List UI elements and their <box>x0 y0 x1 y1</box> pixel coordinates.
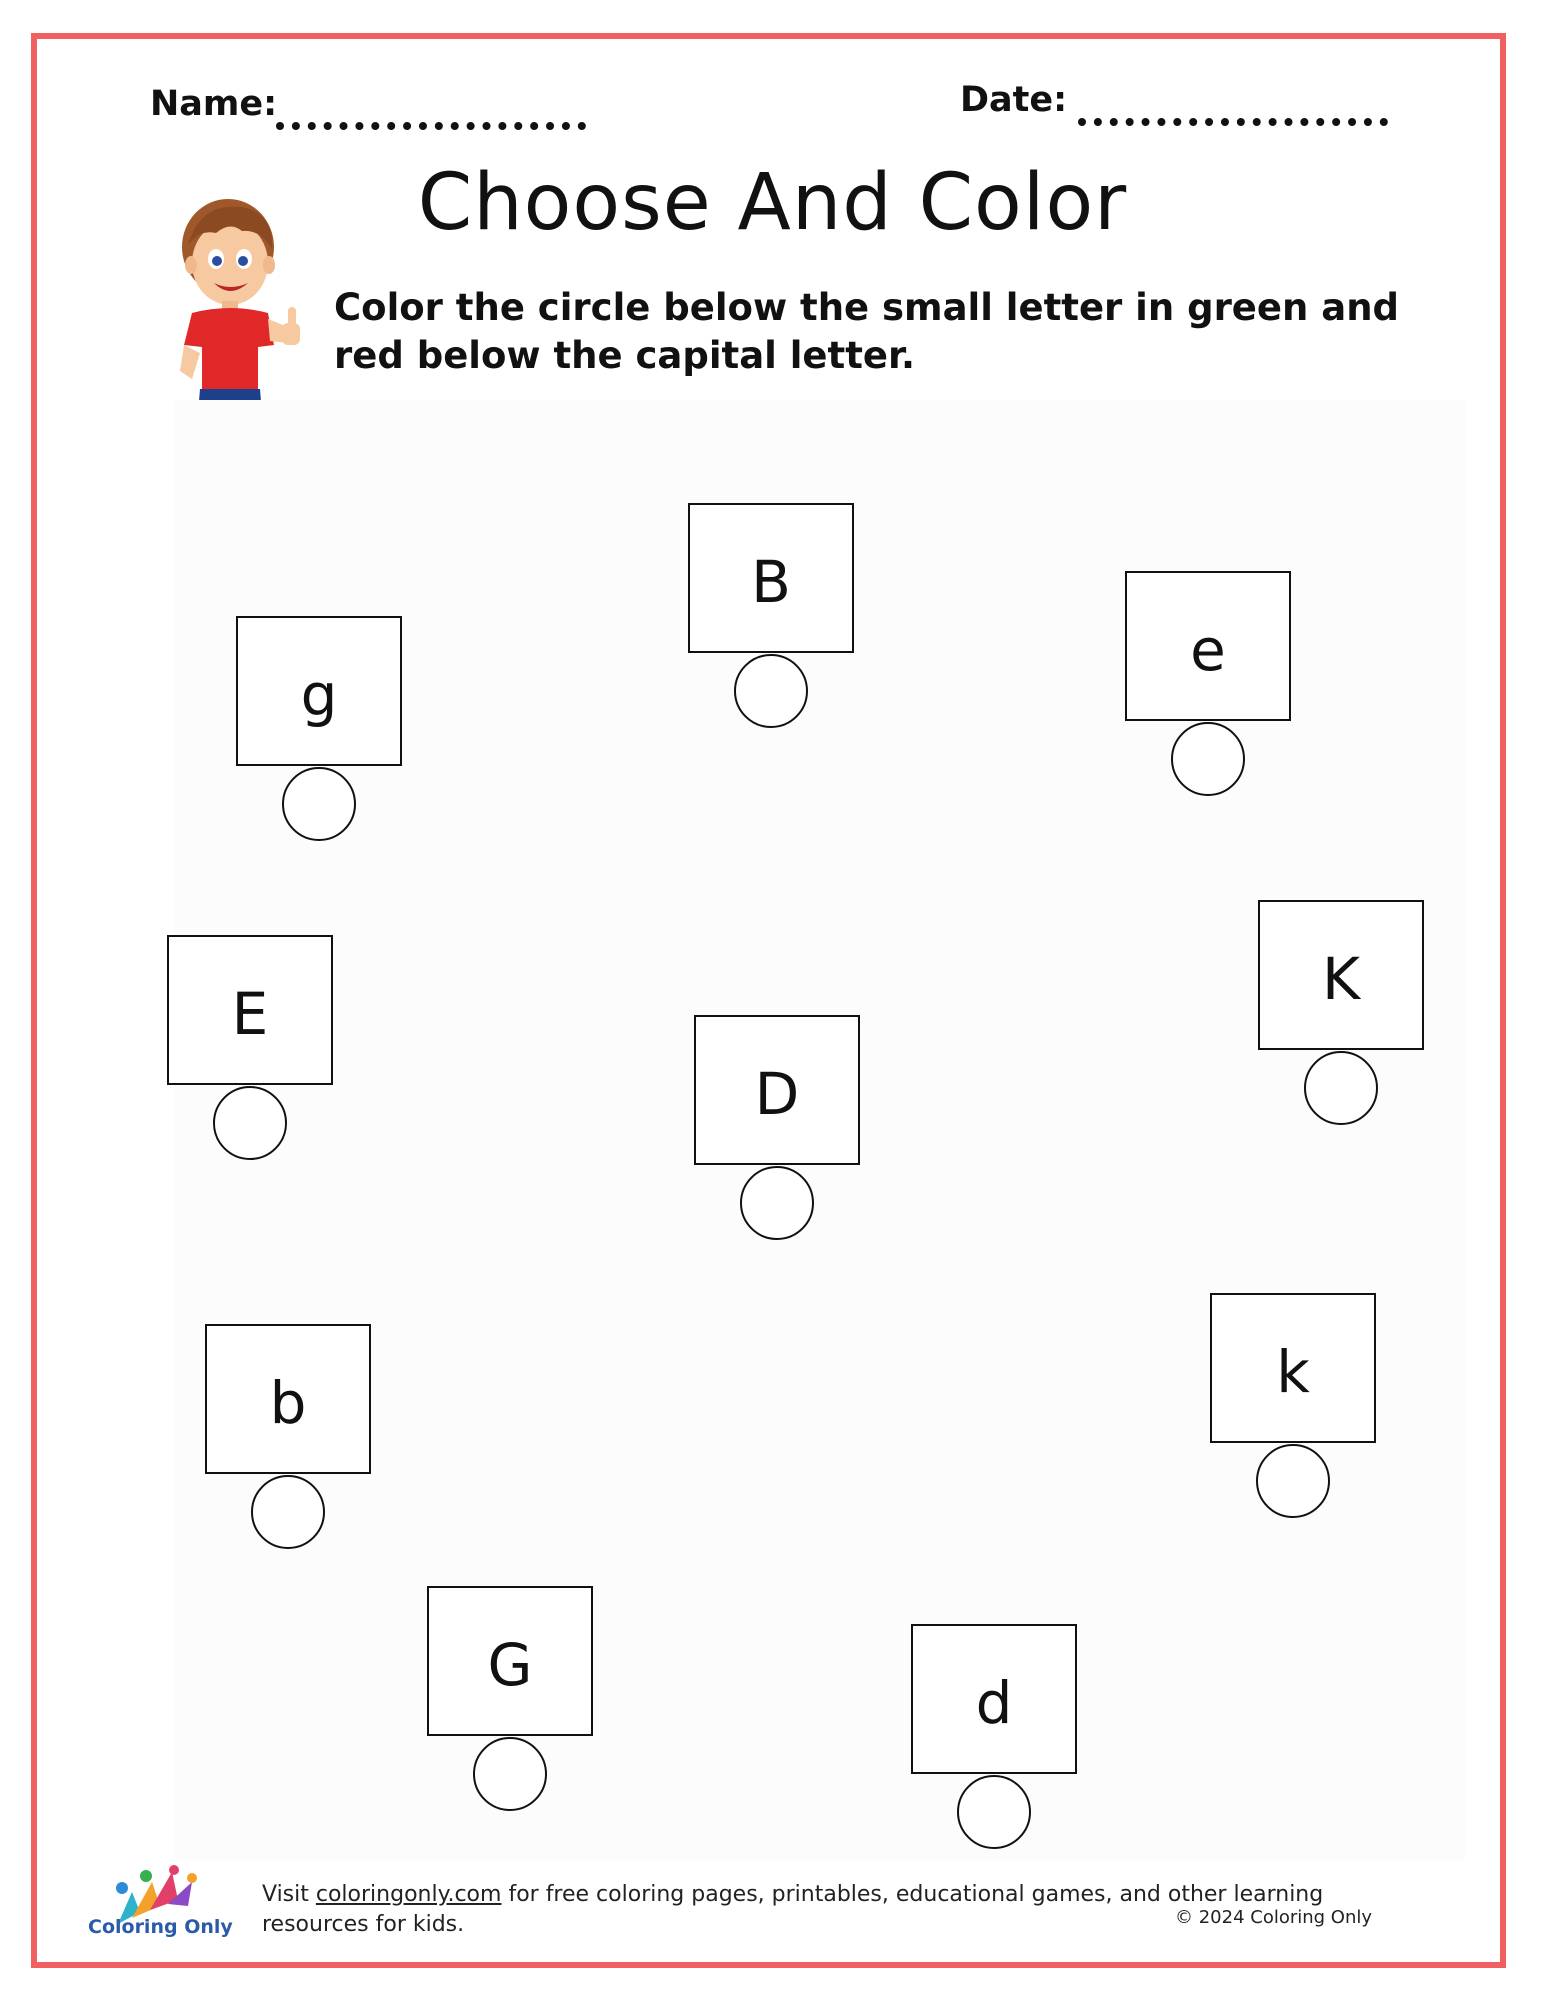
letter-card: D <box>694 1015 860 1165</box>
color-circle[interactable] <box>740 1166 814 1240</box>
name-field[interactable] <box>276 122 586 130</box>
letter-card: K <box>1258 900 1424 1050</box>
color-circle[interactable] <box>957 1775 1031 1849</box>
page-title: Choose And Color <box>417 158 1128 248</box>
letter-card: e <box>1125 571 1291 721</box>
letter-card: d <box>911 1624 1077 1774</box>
color-circle[interactable] <box>213 1086 287 1160</box>
footer-link[interactable]: coloringonly.com <box>315 1882 502 1907</box>
letter-card: b <box>205 1324 371 1474</box>
color-circle[interactable] <box>734 654 808 728</box>
color-circle[interactable] <box>1171 722 1245 796</box>
color-circle[interactable] <box>473 1737 547 1811</box>
color-circle[interactable] <box>1304 1051 1378 1125</box>
letter-card: B <box>688 503 854 653</box>
color-circle[interactable] <box>282 767 356 841</box>
letter-card: g <box>236 616 402 766</box>
logo-text: Coloring Only <box>88 1916 233 1938</box>
footer-prefix: Visit <box>262 1882 316 1907</box>
date-label: Date: <box>960 80 1068 120</box>
color-circle[interactable] <box>251 1475 325 1549</box>
footer-suffix: for free coloring pages, printables, educational games, and other learning resources for kids. <box>262 1882 1324 1937</box>
letter-card: G <box>427 1586 593 1736</box>
date-field[interactable] <box>1078 118 1388 126</box>
color-circle[interactable] <box>1256 1444 1330 1518</box>
name-label: Name: <box>150 84 278 124</box>
letter-card: E <box>167 935 333 1085</box>
copyright: © 2024 Coloring Only <box>1175 1907 1373 1928</box>
instructions: Color the circle below the small letter in green and red below the capital letter. <box>334 286 1400 377</box>
letter-card: k <box>1210 1293 1376 1443</box>
